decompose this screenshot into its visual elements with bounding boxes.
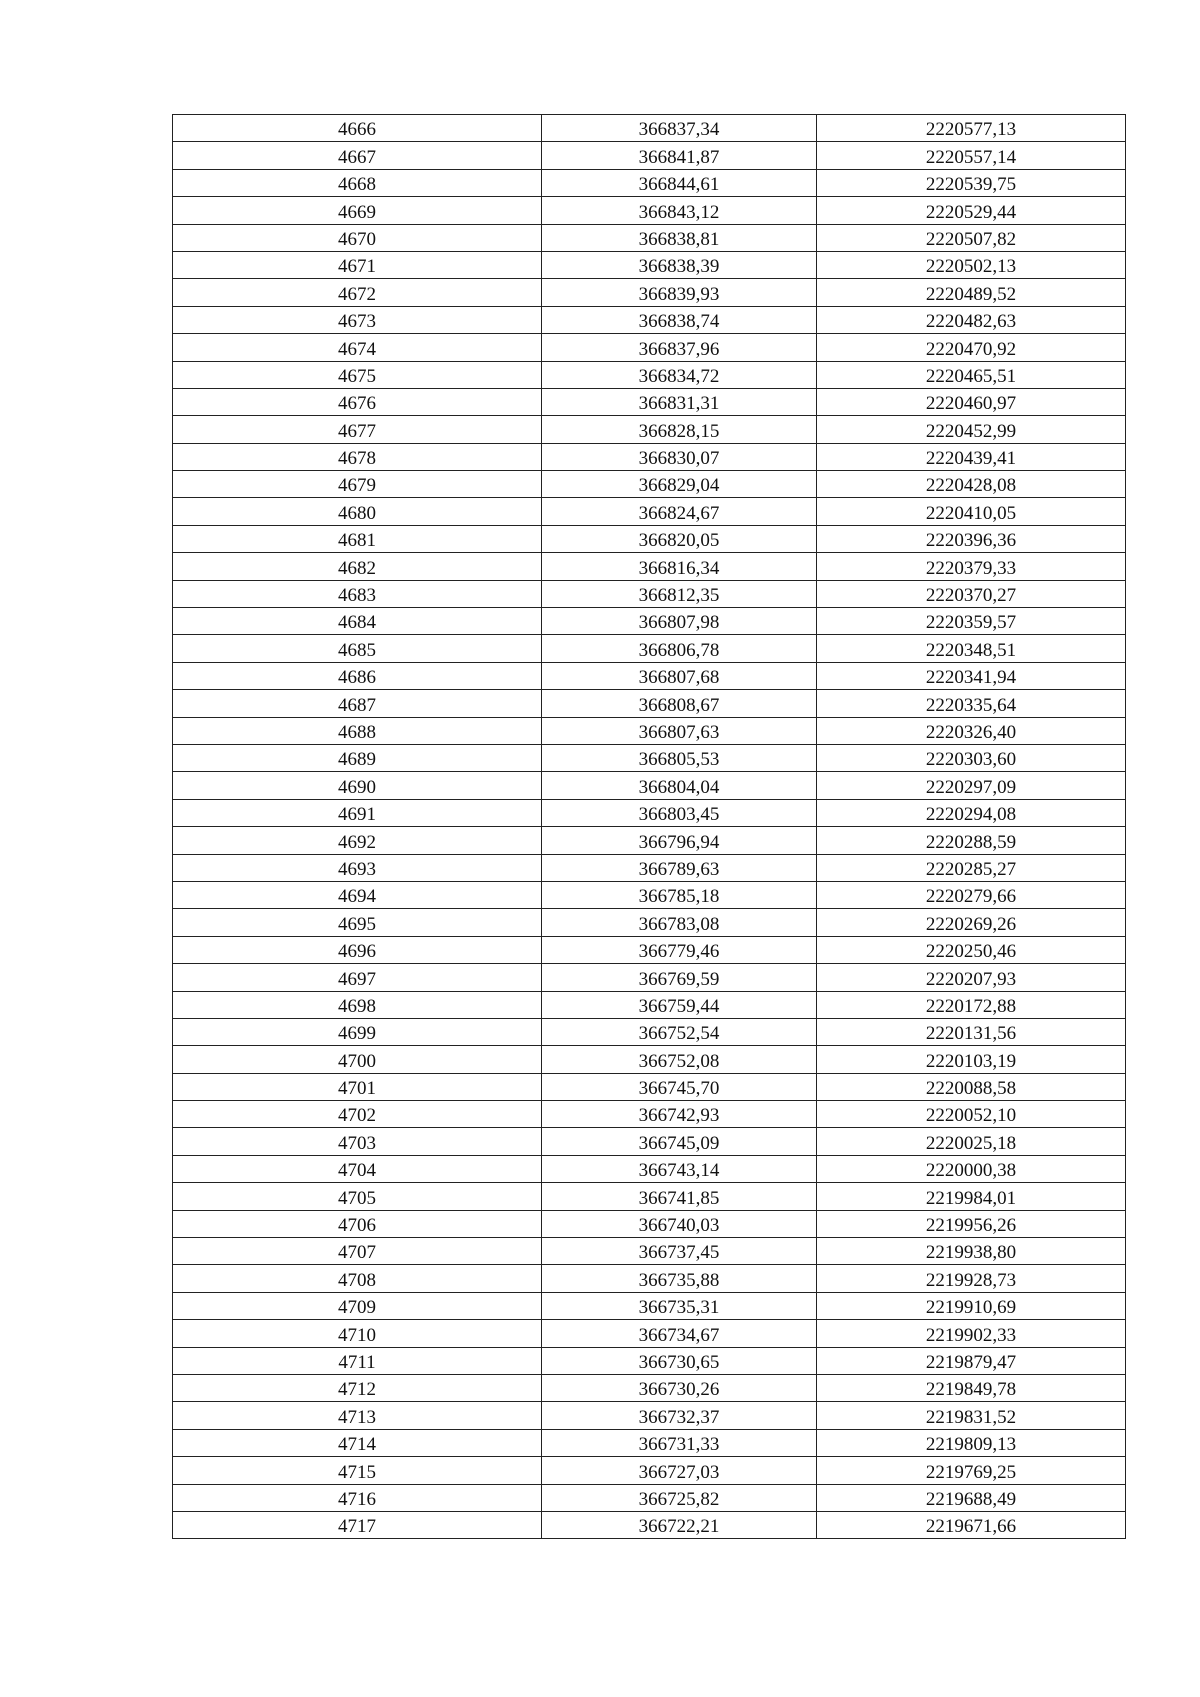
table-row	[173, 1238, 1126, 1265]
table-row	[173, 498, 1126, 525]
x-coordinate-cell: 366740,03	[542, 1210, 817, 1237]
table-row	[173, 525, 1126, 552]
table-row	[173, 1155, 1126, 1182]
point-number-cell: 4689	[173, 744, 542, 771]
y-coordinate-cell: 2220428,08	[817, 471, 1126, 498]
y-coordinate-cell: 2220088,58	[817, 1073, 1126, 1100]
y-coordinate-cell: 2220470,92	[817, 334, 1126, 361]
coordinates-table-body	[173, 115, 1126, 1539]
y-coordinate-cell: 2219879,47	[817, 1347, 1126, 1374]
x-coordinate-cell: 366785,18	[542, 881, 817, 908]
point-number-cell: 4698	[173, 991, 542, 1018]
x-coordinate-cell: 366779,46	[542, 936, 817, 963]
point-number-cell: 4706	[173, 1210, 542, 1237]
table-row	[173, 279, 1126, 306]
y-coordinate-cell: 2219849,78	[817, 1374, 1126, 1401]
x-coordinate-cell: 366807,68	[542, 662, 817, 689]
x-coordinate-cell: 366831,31	[542, 388, 817, 415]
point-number-cell: 4717	[173, 1511, 542, 1538]
point-number-cell: 4711	[173, 1347, 542, 1374]
coordinates-table	[172, 114, 1126, 1539]
y-coordinate-cell: 2220557,14	[817, 142, 1126, 169]
point-number-cell: 4696	[173, 936, 542, 963]
table-row	[173, 799, 1126, 826]
x-coordinate-cell: 366828,15	[542, 416, 817, 443]
y-coordinate-cell: 2220052,10	[817, 1101, 1126, 1128]
point-number-cell: 4704	[173, 1155, 542, 1182]
x-coordinate-cell: 366769,59	[542, 964, 817, 991]
point-number-cell: 4680	[173, 498, 542, 525]
y-coordinate-cell: 2220326,40	[817, 717, 1126, 744]
point-number-cell: 4715	[173, 1457, 542, 1484]
point-number-cell: 4672	[173, 279, 542, 306]
y-coordinate-cell: 2220131,56	[817, 1018, 1126, 1045]
point-number-cell: 4676	[173, 388, 542, 415]
table-row	[173, 936, 1126, 963]
x-coordinate-cell: 366843,12	[542, 197, 817, 224]
x-coordinate-cell: 366820,05	[542, 525, 817, 552]
table-row	[173, 827, 1126, 854]
table-row	[173, 580, 1126, 607]
point-number-cell: 4697	[173, 964, 542, 991]
point-number-cell: 4666	[173, 115, 542, 142]
x-coordinate-cell: 366803,45	[542, 799, 817, 826]
y-coordinate-cell: 2219831,52	[817, 1402, 1126, 1429]
point-number-cell: 4683	[173, 580, 542, 607]
point-number-cell: 4693	[173, 854, 542, 881]
table-row	[173, 1183, 1126, 1210]
table-row	[173, 1347, 1126, 1374]
point-number-cell: 4675	[173, 361, 542, 388]
point-number-cell: 4709	[173, 1292, 542, 1319]
y-coordinate-cell: 2220103,19	[817, 1046, 1126, 1073]
point-number-cell: 4688	[173, 717, 542, 744]
point-number-cell: 4700	[173, 1046, 542, 1073]
y-coordinate-cell: 2220288,59	[817, 827, 1126, 854]
y-coordinate-cell: 2220577,13	[817, 115, 1126, 142]
x-coordinate-cell: 366730,65	[542, 1347, 817, 1374]
table-row	[173, 1457, 1126, 1484]
y-coordinate-cell: 2219956,26	[817, 1210, 1126, 1237]
table-row	[173, 909, 1126, 936]
y-coordinate-cell: 2220439,41	[817, 443, 1126, 470]
table-row	[173, 416, 1126, 443]
point-number-cell: 4687	[173, 690, 542, 717]
x-coordinate-cell: 366735,88	[542, 1265, 817, 1292]
table-row	[173, 1320, 1126, 1347]
y-coordinate-cell: 2220348,51	[817, 635, 1126, 662]
point-number-cell: 4716	[173, 1484, 542, 1511]
table-row	[173, 1073, 1126, 1100]
point-number-cell: 4710	[173, 1320, 542, 1347]
table-row	[173, 553, 1126, 580]
y-coordinate-cell: 2220379,33	[817, 553, 1126, 580]
point-number-cell: 4669	[173, 197, 542, 224]
table-row	[173, 361, 1126, 388]
table-row	[173, 1265, 1126, 1292]
x-coordinate-cell: 366732,37	[542, 1402, 817, 1429]
table-row	[173, 169, 1126, 196]
table-row	[173, 1402, 1126, 1429]
x-coordinate-cell: 366816,34	[542, 553, 817, 580]
x-coordinate-cell: 366745,09	[542, 1128, 817, 1155]
table-row	[173, 1128, 1126, 1155]
x-coordinate-cell: 366812,35	[542, 580, 817, 607]
point-number-cell: 4701	[173, 1073, 542, 1100]
x-coordinate-cell: 366806,78	[542, 635, 817, 662]
y-coordinate-cell: 2220465,51	[817, 361, 1126, 388]
x-coordinate-cell: 366727,03	[542, 1457, 817, 1484]
x-coordinate-cell: 366789,63	[542, 854, 817, 881]
y-coordinate-cell: 2220539,75	[817, 169, 1126, 196]
point-number-cell: 4708	[173, 1265, 542, 1292]
point-number-cell: 4691	[173, 799, 542, 826]
table-row	[173, 854, 1126, 881]
y-coordinate-cell: 2220452,99	[817, 416, 1126, 443]
point-number-cell: 4682	[173, 553, 542, 580]
point-number-cell: 4679	[173, 471, 542, 498]
x-coordinate-cell: 366807,63	[542, 717, 817, 744]
point-number-cell: 4713	[173, 1402, 542, 1429]
table-row	[173, 1429, 1126, 1456]
point-number-cell: 4695	[173, 909, 542, 936]
y-coordinate-cell: 2220359,57	[817, 608, 1126, 635]
point-number-cell: 4668	[173, 169, 542, 196]
x-coordinate-cell: 366759,44	[542, 991, 817, 1018]
table-row	[173, 991, 1126, 1018]
table-row	[173, 471, 1126, 498]
x-coordinate-cell: 366745,70	[542, 1073, 817, 1100]
point-number-cell: 4702	[173, 1101, 542, 1128]
x-coordinate-cell: 366752,08	[542, 1046, 817, 1073]
point-number-cell: 4681	[173, 525, 542, 552]
x-coordinate-cell: 366783,08	[542, 909, 817, 936]
point-number-cell: 4684	[173, 608, 542, 635]
x-coordinate-cell: 366839,93	[542, 279, 817, 306]
table-row	[173, 1018, 1126, 1045]
x-coordinate-cell: 366830,07	[542, 443, 817, 470]
y-coordinate-cell: 2219688,49	[817, 1484, 1126, 1511]
x-coordinate-cell: 366804,04	[542, 772, 817, 799]
y-coordinate-cell: 2220294,08	[817, 799, 1126, 826]
y-coordinate-cell: 2219984,01	[817, 1183, 1126, 1210]
y-coordinate-cell: 2219910,69	[817, 1292, 1126, 1319]
table-row	[173, 690, 1126, 717]
x-coordinate-cell: 366725,82	[542, 1484, 817, 1511]
y-coordinate-cell: 2220489,52	[817, 279, 1126, 306]
y-coordinate-cell: 2220335,64	[817, 690, 1126, 717]
point-number-cell: 4703	[173, 1128, 542, 1155]
y-coordinate-cell: 2220269,26	[817, 909, 1126, 936]
y-coordinate-cell: 2219671,66	[817, 1511, 1126, 1538]
table-row	[173, 306, 1126, 333]
x-coordinate-cell: 366735,31	[542, 1292, 817, 1319]
point-number-cell: 4714	[173, 1429, 542, 1456]
x-coordinate-cell: 366737,45	[542, 1238, 817, 1265]
table-row	[173, 224, 1126, 251]
x-coordinate-cell: 366824,67	[542, 498, 817, 525]
x-coordinate-cell: 366841,87	[542, 142, 817, 169]
table-row	[173, 1292, 1126, 1319]
x-coordinate-cell: 366722,21	[542, 1511, 817, 1538]
x-coordinate-cell: 366829,04	[542, 471, 817, 498]
point-number-cell: 4678	[173, 443, 542, 470]
point-number-cell: 4667	[173, 142, 542, 169]
y-coordinate-cell: 2220370,27	[817, 580, 1126, 607]
y-coordinate-cell: 2219809,13	[817, 1429, 1126, 1456]
y-coordinate-cell: 2219928,73	[817, 1265, 1126, 1292]
table-row	[173, 881, 1126, 908]
table-row	[173, 251, 1126, 278]
y-coordinate-cell: 2220025,18	[817, 1128, 1126, 1155]
y-coordinate-cell: 2220303,60	[817, 744, 1126, 771]
x-coordinate-cell: 366742,93	[542, 1101, 817, 1128]
point-number-cell: 4673	[173, 306, 542, 333]
x-coordinate-cell: 366796,94	[542, 827, 817, 854]
point-number-cell: 4670	[173, 224, 542, 251]
x-coordinate-cell: 366838,81	[542, 224, 817, 251]
table-row	[173, 635, 1126, 662]
point-number-cell: 4671	[173, 251, 542, 278]
y-coordinate-cell: 2220341,94	[817, 662, 1126, 689]
point-number-cell: 4677	[173, 416, 542, 443]
x-coordinate-cell: 366752,54	[542, 1018, 817, 1045]
table-row	[173, 334, 1126, 361]
x-coordinate-cell: 366731,33	[542, 1429, 817, 1456]
y-coordinate-cell: 2220279,66	[817, 881, 1126, 908]
table-row	[173, 662, 1126, 689]
y-coordinate-cell: 2220207,93	[817, 964, 1126, 991]
table-row	[173, 1210, 1126, 1237]
point-number-cell: 4712	[173, 1374, 542, 1401]
y-coordinate-cell: 2220000,38	[817, 1155, 1126, 1182]
x-coordinate-cell: 366838,39	[542, 251, 817, 278]
table-row	[173, 744, 1126, 771]
y-coordinate-cell: 2220507,82	[817, 224, 1126, 251]
y-coordinate-cell: 2220250,46	[817, 936, 1126, 963]
point-number-cell: 4685	[173, 635, 542, 662]
table-row	[173, 1511, 1126, 1538]
point-number-cell: 4705	[173, 1183, 542, 1210]
x-coordinate-cell: 366844,61	[542, 169, 817, 196]
point-number-cell: 4690	[173, 772, 542, 799]
y-coordinate-cell: 2219902,33	[817, 1320, 1126, 1347]
table-row	[173, 717, 1126, 744]
table-row	[173, 1046, 1126, 1073]
table-row	[173, 388, 1126, 415]
table-row	[173, 1484, 1126, 1511]
point-number-cell: 4674	[173, 334, 542, 361]
y-coordinate-cell: 2219938,80	[817, 1238, 1126, 1265]
y-coordinate-cell: 2220396,36	[817, 525, 1126, 552]
y-coordinate-cell: 2219769,25	[817, 1457, 1126, 1484]
table-row	[173, 142, 1126, 169]
x-coordinate-cell: 366741,85	[542, 1183, 817, 1210]
x-coordinate-cell: 366734,67	[542, 1320, 817, 1347]
point-number-cell: 4686	[173, 662, 542, 689]
x-coordinate-cell: 366807,98	[542, 608, 817, 635]
table-row	[173, 1374, 1126, 1401]
point-number-cell: 4692	[173, 827, 542, 854]
y-coordinate-cell: 2220482,63	[817, 306, 1126, 333]
x-coordinate-cell: 366837,34	[542, 115, 817, 142]
table-row	[173, 197, 1126, 224]
table-row	[173, 115, 1126, 142]
x-coordinate-cell: 366743,14	[542, 1155, 817, 1182]
y-coordinate-cell: 2220410,05	[817, 498, 1126, 525]
y-coordinate-cell: 2220297,09	[817, 772, 1126, 799]
y-coordinate-cell: 2220460,97	[817, 388, 1126, 415]
y-coordinate-cell: 2220172,88	[817, 991, 1126, 1018]
point-number-cell: 4694	[173, 881, 542, 908]
y-coordinate-cell: 2220529,44	[817, 197, 1126, 224]
x-coordinate-cell: 366805,53	[542, 744, 817, 771]
table-row	[173, 772, 1126, 799]
x-coordinate-cell: 366838,74	[542, 306, 817, 333]
x-coordinate-cell: 366808,67	[542, 690, 817, 717]
x-coordinate-cell: 366730,26	[542, 1374, 817, 1401]
x-coordinate-cell: 366834,72	[542, 361, 817, 388]
table-row	[173, 1101, 1126, 1128]
table-row	[173, 608, 1126, 635]
y-coordinate-cell: 2220285,27	[817, 854, 1126, 881]
y-coordinate-cell: 2220502,13	[817, 251, 1126, 278]
point-number-cell: 4707	[173, 1238, 542, 1265]
table-row	[173, 443, 1126, 470]
point-number-cell: 4699	[173, 1018, 542, 1045]
x-coordinate-cell: 366837,96	[542, 334, 817, 361]
table-row	[173, 964, 1126, 991]
